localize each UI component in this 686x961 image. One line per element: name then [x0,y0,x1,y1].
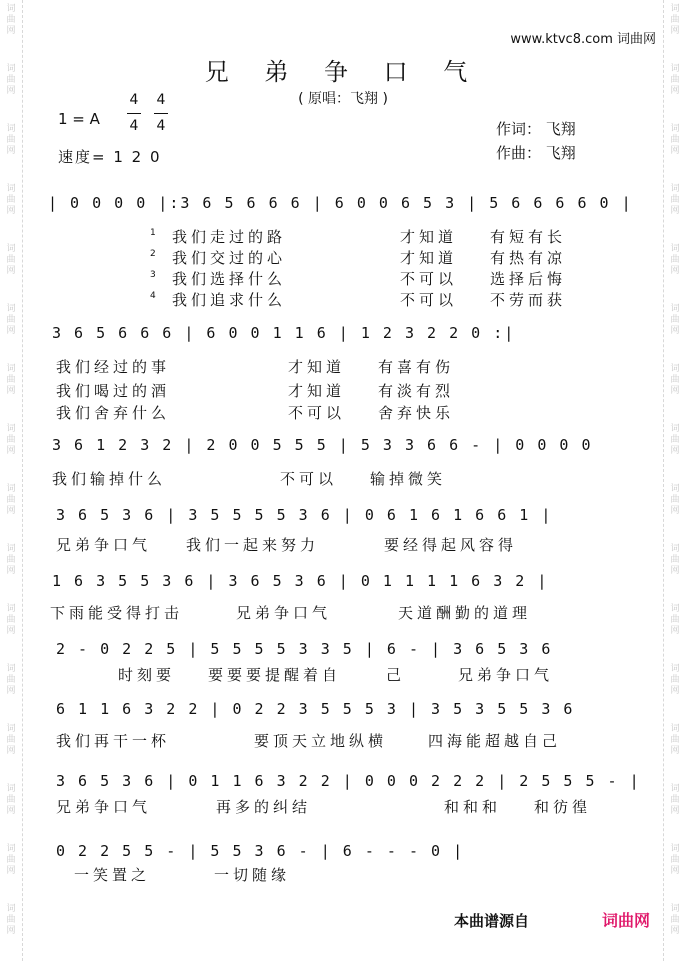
lyric: 天道酬勤的道理 [398,604,532,622]
time-sig-bar-2 [154,113,168,114]
watermark-glyph: 词 曲 网 [670,724,680,756]
verse-number: 1 [150,228,160,238]
lyric: 我们舍弃什么 [56,404,171,422]
notation-text: 1 6 3 5 5 3 6 | 3 6 5 3 6 | 0 1 1 1 1 6 3 2 | [52,572,549,590]
watermark-glyph: 词 曲 网 [6,604,16,636]
notation-line-8 [56,768,656,794]
site-url: www.ktvc8.com 词曲网 [510,32,656,47]
watermark-glyph: 词 曲 网 [670,364,680,396]
notation-text: 3 6 5 3 6 | 3 5 5 5 5 3 6 | 0 6 1 6 1 6 6 1 | [56,506,553,524]
lyric: 一切随缘 [214,866,291,884]
watermark-glyph: 词 曲 网 [6,244,16,276]
footer-brand: 词曲网 [602,911,651,930]
verse-lyric: 我们选择什么 [172,270,287,288]
lyric: 一笑置之 [74,866,151,884]
time-sig-bottom-2: 4 [156,118,166,134]
time-sig-bottom-1: 4 [129,118,139,134]
notation-text: 3 6 5 3 6 | 0 1 1 6 3 2 2 | 0 0 0 2 2 2 | 2 5 5 5 - | [56,772,641,790]
notation-line-4 [56,502,656,528]
watermark-glyph: 词 曲 网 [670,4,680,36]
lyric: 四海能超越自己 [428,732,562,750]
footer-source: 本曲谱源自 [454,912,530,930]
song-title: 兄 弟 争 口 气 [204,58,482,86]
watermark-glyph: 词 曲 网 [6,64,16,96]
watermark-glyph: 词 曲 网 [670,484,680,516]
watermark-glyph: 词 曲 网 [670,304,680,336]
watermark-glyph: 词 曲 网 [6,484,16,516]
watermark-glyph: 词 曲 网 [670,544,680,576]
lyric: 再多的纠结 [216,798,312,816]
verse-lyric: 我们追求什么 [172,291,287,309]
watermark-glyph: 词 曲 网 [670,904,680,936]
lyric: 才知道 [288,358,346,376]
watermark-glyph: 词 曲 网 [6,904,16,936]
notation-line-6 [56,636,656,662]
lyric: 时刻要 [118,666,176,684]
tempo: 速度= 1 2 0 [58,148,162,166]
watermark-glyph: 词 曲 网 [6,424,16,456]
lyric: 输掉微笑 [370,470,447,488]
verse-lyric: 不可以 [400,270,458,288]
lyric: 和彷徨 [534,798,592,816]
verse-lyric: 不可以 [400,291,458,309]
watermark-glyph: 词 曲 网 [6,364,16,396]
notation-line-3 [52,432,652,458]
verse-lyric: 选择后悔 [490,270,567,288]
watermark-glyph: 词 曲 网 [6,184,16,216]
watermark-glyph: 词 曲 网 [670,844,680,876]
notation-line-5 [52,568,652,594]
notation-line-2 [52,320,652,346]
lyric: 要经得起风容得 [384,536,518,554]
lyric: 兄弟争口气 [56,536,152,554]
watermark-glyph: 词 曲 网 [670,784,680,816]
verse-number: 3 [150,270,160,280]
lyric: 我们输掉什么 [52,470,167,488]
verse-lyric: 有短有长 [490,228,567,246]
notation-line-7 [56,696,656,722]
notation-text: | 0 0 0 0 |:3 6 5 6 6 6 | 6 0 0 6 5 3 | 5 6 6 6 6 0 | [48,194,633,212]
lyric: 不可以 [288,404,346,422]
notation-text: 2 - 0 2 2 5 | 5 5 5 5 3 3 5 | 6 - | 3 6 5 3 6 [56,640,553,658]
lyric: 我们再干一杯 [56,732,171,750]
watermark-glyph: 词 曲 网 [670,64,680,96]
lyric: 有喜有伤 [378,358,455,376]
lyric: 要顶天立地纵横 [254,732,388,750]
lyric: 兄弟争口气 [458,666,554,684]
time-sig-top-1: 4 [129,92,139,108]
watermark-glyph: 词 曲 网 [670,124,680,156]
watermark-glyph: 词 曲 网 [6,664,16,696]
verse-lyric: 我们走过的路 [172,228,287,246]
lyric: 不可以 [280,470,338,488]
lyric: 我们一起来努力 [186,536,320,554]
lyric: 我们经过的事 [56,358,171,376]
watermark-glyph: 词 曲 网 [670,184,680,216]
lyric: 有淡有烈 [378,382,455,400]
key-signature: 1 = A [58,110,100,128]
notation-text: 0 2 2 5 5 - | 5 5 3 6 - | 6 - - - 0 | [56,842,465,860]
lyric: 舍弃快乐 [378,404,455,422]
verse-lyric: 才知道 [400,249,458,267]
left-watermark-strip [0,0,23,961]
verse-lyric: 才知道 [400,228,458,246]
notation-text: 6 1 1 6 3 2 2 | 0 2 2 3 5 5 5 3 | 3 5 3 5 5 3 6 [56,700,575,718]
original-singer: ( 原唱：飞翔 ) [298,91,388,107]
verse-number: 4 [150,291,160,301]
watermark-glyph: 词 曲 网 [6,844,16,876]
watermark-glyph: 词 曲 网 [6,304,16,336]
watermark-glyph: 词 曲 网 [6,784,16,816]
watermark-glyph: 词 曲 网 [670,604,680,636]
notation-line-1 [48,190,648,216]
verse-lyric: 我们交过的心 [172,249,287,267]
verse-lyric: 不劳而获 [490,291,567,309]
composer: 作曲： 飞翔 [496,144,576,162]
watermark-glyph: 词 曲 网 [6,4,16,36]
watermark-glyph: 词 曲 网 [670,424,680,456]
watermark-glyph: 词 曲 网 [670,664,680,696]
lyric: 和和和 [444,798,502,816]
lyric: 才知道 [288,382,346,400]
notation-line-9 [56,838,656,864]
lyricist: 作词： 飞翔 [496,120,576,138]
right-watermark-strip [663,0,686,961]
time-sig-top-2: 4 [156,92,166,108]
watermark-glyph: 词 曲 网 [670,244,680,276]
watermark-glyph: 词 曲 网 [6,544,16,576]
notation-text: 3 6 5 6 6 6 | 6 0 0 1 1 6 | 1 2 3 2 2 0 :| [52,324,516,342]
lyric: 己 [386,666,406,684]
watermark-glyph: 词 曲 网 [6,724,16,756]
lyric: 兄弟争口气 [56,798,152,816]
lyric: 要要要提醒着自 [208,666,342,684]
lyric: 兄弟争口气 [236,604,332,622]
lyric: 下雨能受得打击 [50,604,184,622]
notation-text: 3 6 1 2 3 2 | 2 0 0 5 5 5 | 5 3 3 6 6 - | 0 0 0 0 [52,436,593,454]
verse-lyric: 有热有凉 [490,249,567,267]
watermark-glyph: 词 曲 网 [6,124,16,156]
time-sig-bar-1 [127,113,141,114]
verse-number: 2 [150,249,160,259]
lyric: 我们喝过的酒 [56,382,171,400]
